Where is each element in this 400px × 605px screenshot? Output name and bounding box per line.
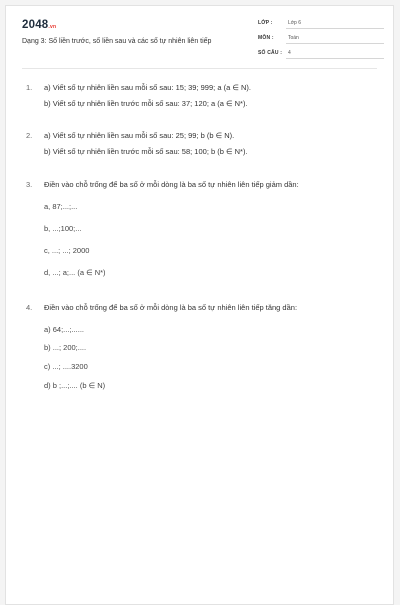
answer-item: d, ...; a;... (a ∈ N*) xyxy=(44,268,106,277)
question-number: 2. xyxy=(26,131,33,140)
logo-text: 2048 xyxy=(22,19,49,31)
answer-item: d) b ;...;.... (b ∈ N) xyxy=(44,381,106,390)
question-line: a) Viết số tự nhiên liền sau mỗi số sau: 25; 99; b (b ∈ N). xyxy=(44,131,235,140)
question-line: b) Viết số tự nhiên liền trước mỗi số sau: 58; 100; b (b ∈ N*). xyxy=(44,147,248,156)
meta-class-value: Lớp 6 xyxy=(288,20,302,26)
meta-class-label: LỚP : xyxy=(258,20,273,26)
question-prompt: Điền vào chỗ trống để ba số ở mỗi dòng là ba số tự nhiên liên tiếp tăng dần: xyxy=(44,303,298,312)
answer-item: c, ...; ...; 2000 xyxy=(44,246,90,255)
meta-count-value: 4 xyxy=(288,50,291,56)
question-number: 1. xyxy=(26,83,33,92)
meta-divider xyxy=(286,43,384,44)
question-prompt: Điền vào chỗ trống để ba số ở mỗi dòng là ba số tự nhiên liên tiếp giảm dần: xyxy=(44,180,299,189)
meta-subject-label: MÔN : xyxy=(258,35,274,41)
question-line: a) Viết số tự nhiên liền sau mỗi số sau: 15; 39; 999; a (a ∈ N). xyxy=(44,83,251,92)
answer-item: a) 64;...;...... xyxy=(44,325,85,334)
worksheet-title: Dạng 3: Số liền trước, số liền sau và các số tự nhiên liên tiếp xyxy=(22,38,212,45)
meta-count-label: SỐ CÂU : xyxy=(258,50,283,56)
worksheet-page xyxy=(5,5,394,605)
header-divider xyxy=(22,68,377,69)
site-logo[interactable] xyxy=(22,19,56,31)
logo-tld: .vn xyxy=(48,24,57,30)
answer-item: b) ...; 200;.... xyxy=(44,343,87,352)
answer-item: a, 87;...;... xyxy=(44,202,78,211)
answer-item: b, ...;100;... xyxy=(44,224,82,233)
question-line: b) Viết số tự nhiên liền trước mỗi số sau: 37; 120; a (a ∈ N*). xyxy=(44,99,248,108)
meta-divider xyxy=(286,28,384,29)
answer-item: c) ...; ....3200 xyxy=(44,362,88,371)
meta-divider xyxy=(286,58,384,59)
question-number: 3. xyxy=(26,180,33,189)
question-number: 4. xyxy=(26,303,33,312)
meta-subject-value: Toán xyxy=(288,35,299,41)
